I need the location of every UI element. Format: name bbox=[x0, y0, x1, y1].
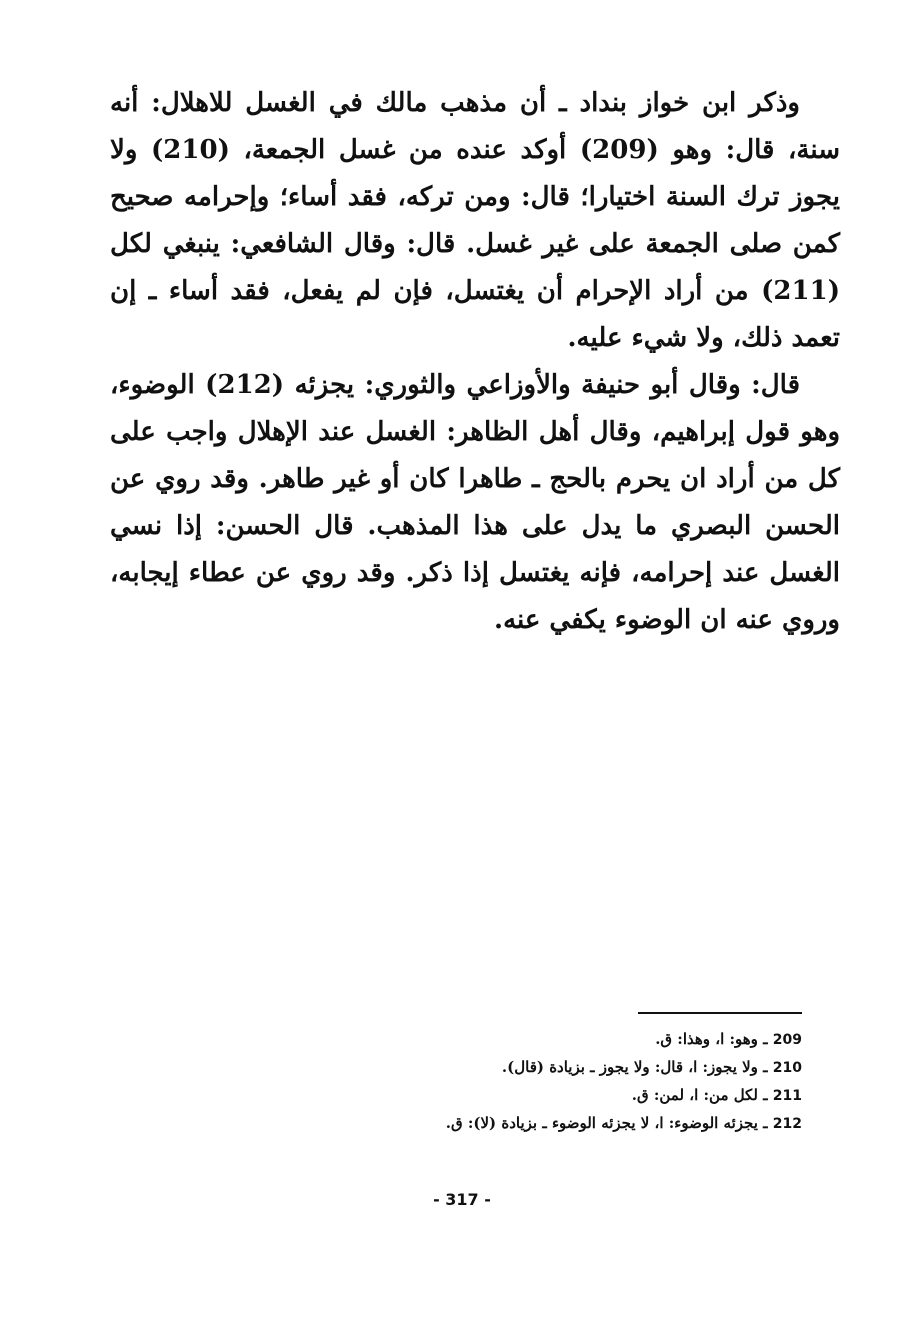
footnote-divider bbox=[638, 1012, 802, 1014]
footnote-211 bbox=[242, 1082, 802, 1110]
page-number: - 317 - bbox=[433, 1190, 491, 1209]
paragraph-2: قال: وقال أبو حنيفة والأوزاعي والثوري: يجزئه (212) الوضوء، وهو قول إبراهيم، وقال أهل الظاهر: الغسل عند الإهلال واجب على كل من أراد ان يحرم بالحج ـ طاهرا كان أو غير طاهر. وقد روي عن الحسن البصري ما يدل على هذا المذهب. قال الحسن: إذا نسي الغسل عند إحرامه، فإنه يغتسل إذا ذكر. وقد روي عن عطاء إيجابه، وروي عنه ان الوضوء يكفي عنه. bbox=[110, 370, 840, 635]
footnote-text: ـ ولا يجوز: ا، قال: ولا يجوز ـ بزيادة (قال). bbox=[501, 1058, 768, 1076]
main-text bbox=[110, 80, 840, 644]
footnote-number: 212 bbox=[772, 1116, 802, 1132]
footnote-text: ـ يجزئه الوضوء: ا، لا يجزئه الوضوء ـ بزيادة (لا): ق. bbox=[445, 1114, 768, 1132]
footnote-212 bbox=[242, 1110, 802, 1138]
footnote-210 bbox=[242, 1054, 802, 1082]
footnote-text: ـ وهو: ا، وهذا: ق. bbox=[655, 1030, 768, 1048]
footnotes bbox=[242, 1026, 802, 1138]
footnote-number: 211 bbox=[772, 1088, 802, 1104]
paragraph-1: وذكر ابن خواز بنداد ـ أن مذهب مالك في الغسل للاهلال: أنه سنة، قال: وهو (209) أوكد عنده من غسل الجمعة، (210) ولا يجوز ترك السنة اختيارا؛ قال: ومن تركه، فقد أساء؛ وإحرامه صحيح كمن صلى الجمعة على غير غسل. قال: وقال الشافعي: ينبغي لكل (211) من أراد الإحرام أن يغتسل، فإن لم يفعل، فقد أساء ـ إن تعمد ذلك، ولا شيء عليه. bbox=[110, 88, 840, 353]
footnote-209 bbox=[242, 1026, 802, 1054]
footnote-number: 210 bbox=[772, 1060, 802, 1076]
footnote-number: 209 bbox=[772, 1032, 802, 1048]
footnote-text: ـ لكل من: ا، لمن: ق. bbox=[631, 1086, 768, 1104]
